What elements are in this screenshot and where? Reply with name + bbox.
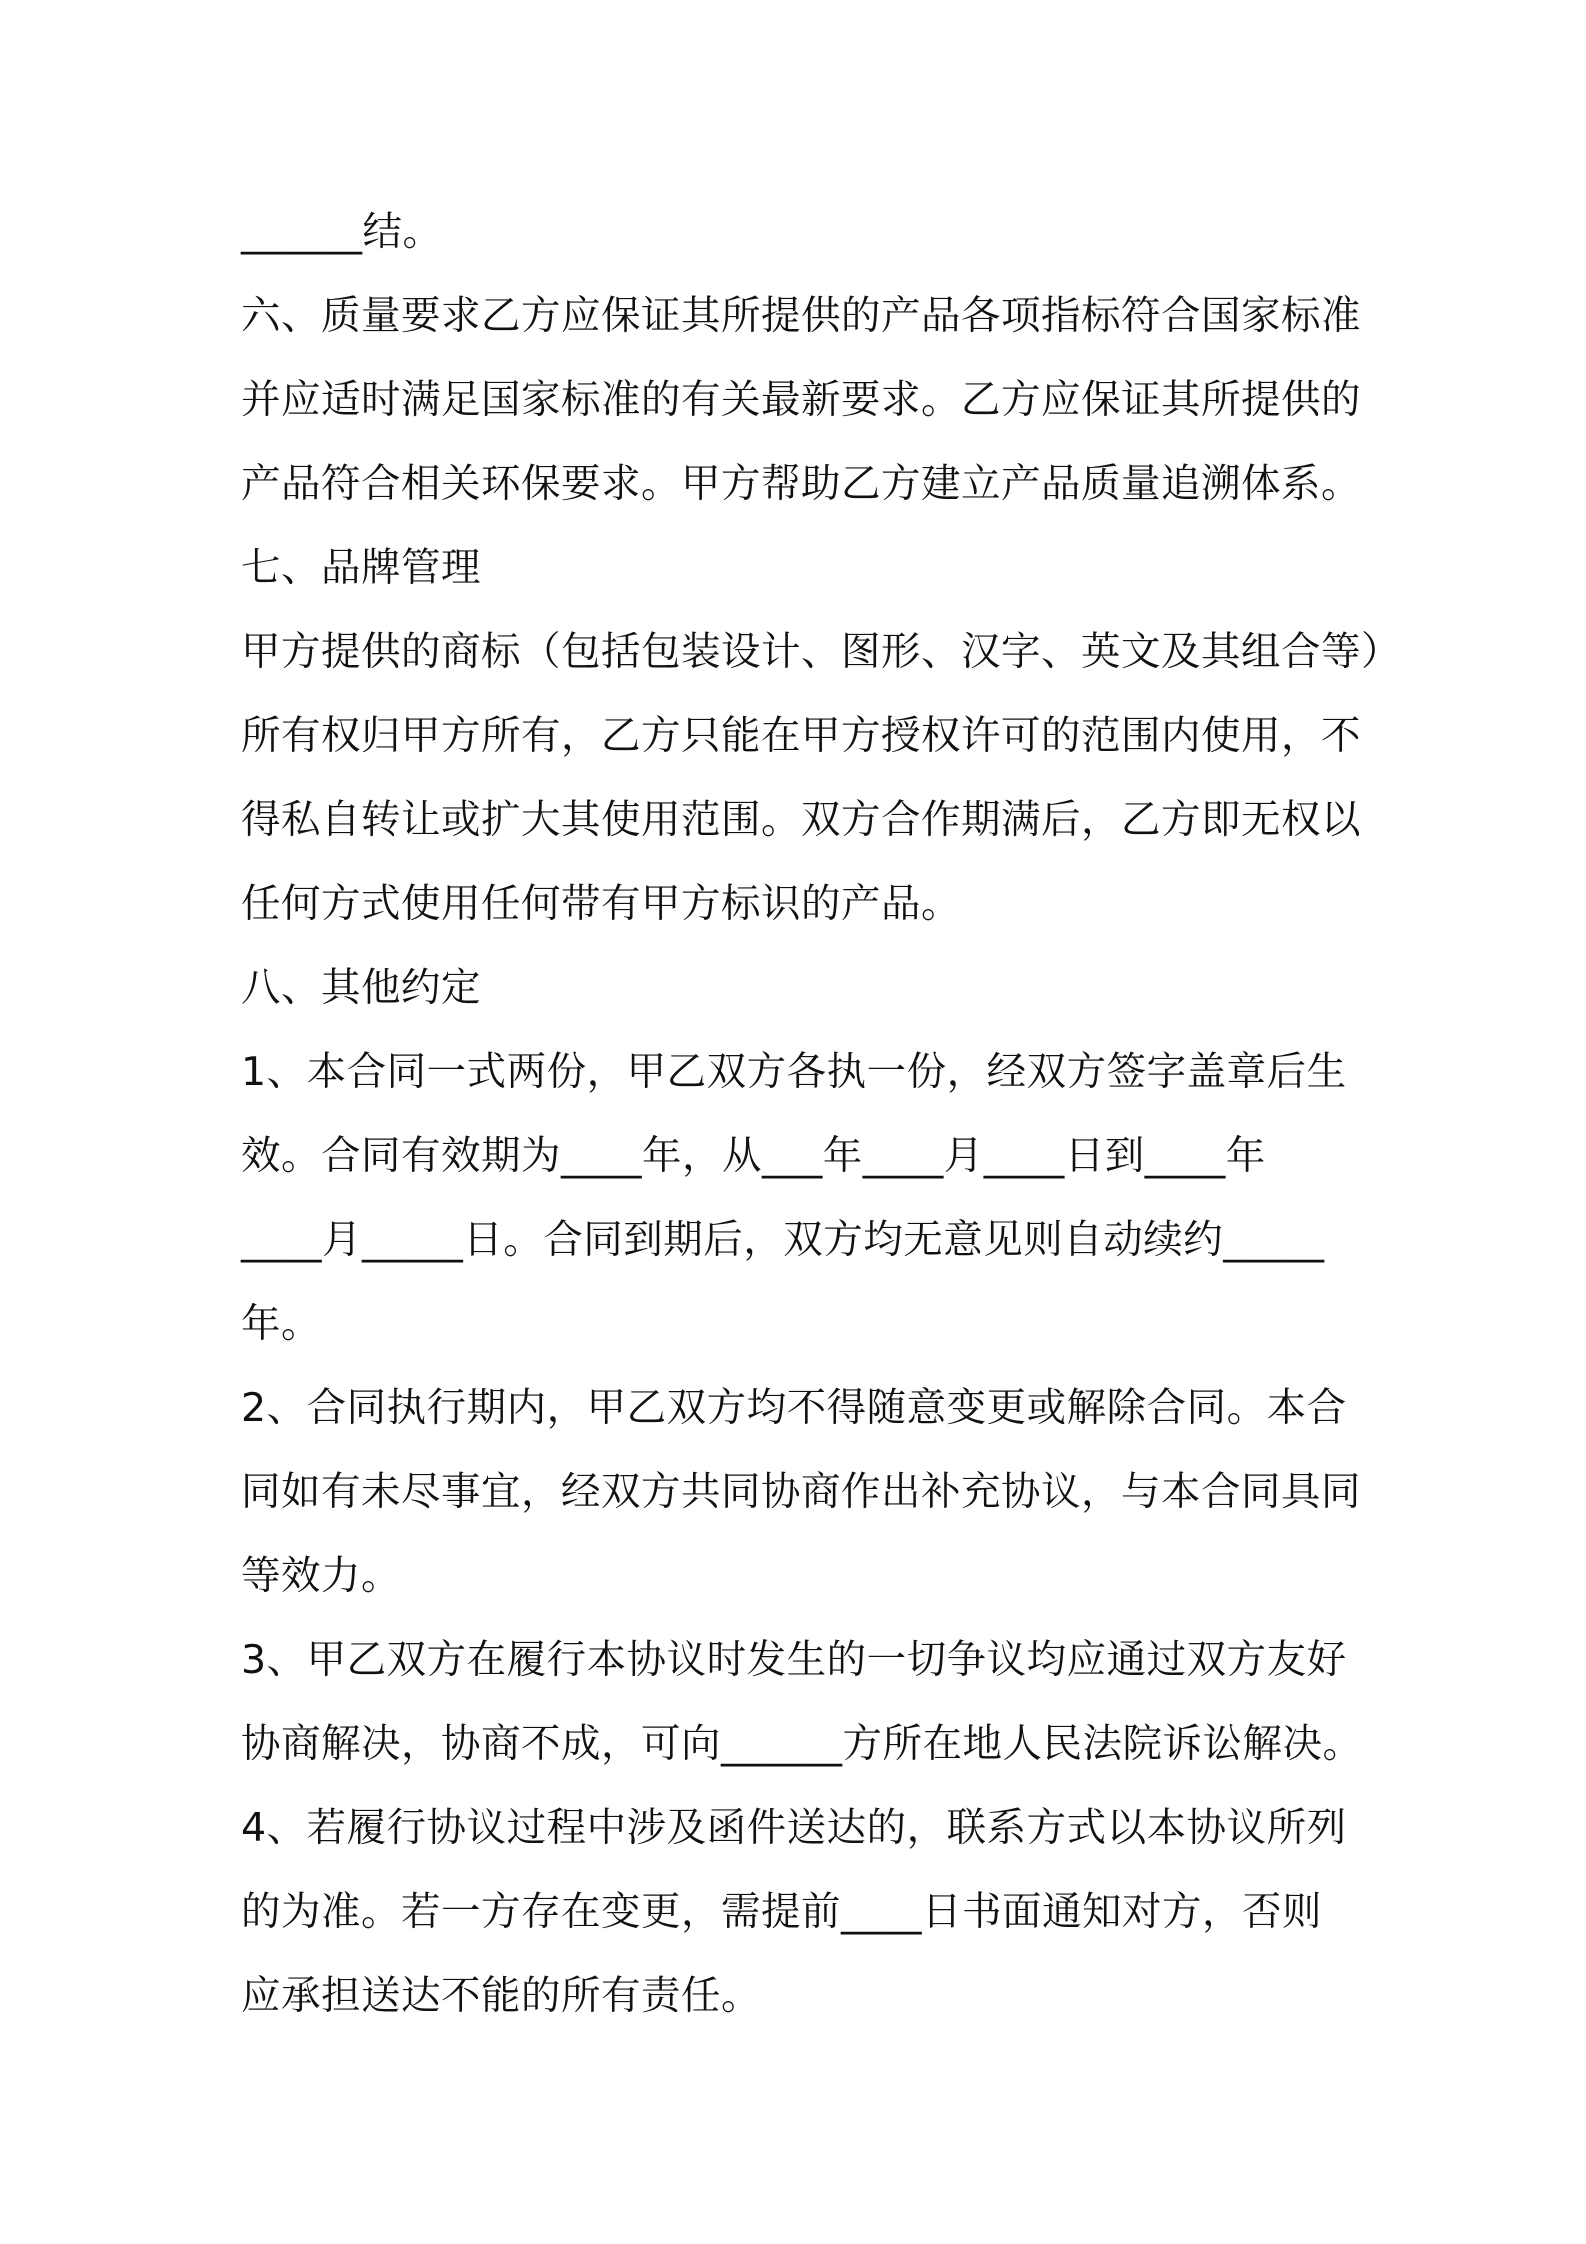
section-heading: 八、其他约定: [241, 965, 481, 1011]
document-body: [241, 190, 1401, 2038]
text-line: 的为准。若一方存在变更，需提前____日书面通知对方，否则: [241, 1889, 1322, 1935]
section-heading: 七、品牌管理: [241, 545, 481, 591]
text-line: 1、本合同一式两份，甲乙双方各执一份，经双方签字盖章后生: [241, 1049, 1347, 1095]
text-line: 得私自转让或扩大其使用范围。双方合作期满后，乙方即无权以: [241, 797, 1361, 843]
text-line: ______结。: [241, 209, 443, 255]
text-line: 效。合同有效期为____年，从___年____月____日到____年: [241, 1133, 1266, 1179]
text-line: 协商解决，协商不成，可向______方所在地人民法院诉讼解决。: [241, 1721, 1363, 1767]
text-line: 年。: [241, 1301, 321, 1347]
text-line: ____月_____日。合同到期后，双方均无意见则自动续约_____: [241, 1217, 1325, 1263]
text-line: 任何方式使用任何带有甲方标识的产品。: [241, 881, 961, 927]
text-line: 同如有未尽事宜，经双方共同协商作出补充协议，与本合同具同: [241, 1469, 1361, 1515]
text-line: 应承担送达不能的所有责任。: [241, 1973, 761, 2019]
text-line: 4、若履行协议过程中涉及函件送达的，联系方式以本协议所列: [241, 1805, 1347, 1851]
text-line: 甲方提供的商标（包括包装设计、图形、汉字、英文及其组合等）: [241, 629, 1401, 675]
text-line: 产品符合相关环保要求。甲方帮助乙方建立产品质量追溯体系。: [241, 461, 1361, 507]
text-line: 等效力。: [241, 1553, 401, 1599]
text-line: 六、质量要求乙方应保证其所提供的产品各项指标符合国家标准: [241, 293, 1361, 339]
text-line: 所有权归甲方所有，乙方只能在甲方授权许可的范围内使用，不: [241, 713, 1361, 759]
text-line: 3、甲乙双方在履行本协议时发生的一切争议均应通过双方友好: [241, 1637, 1347, 1683]
text-line: 并应适时满足国家标准的有关最新要求。乙方应保证其所提供的: [241, 377, 1361, 423]
text-line: 2、合同执行期内，甲乙双方均不得随意变更或解除合同。本合: [241, 1385, 1347, 1431]
